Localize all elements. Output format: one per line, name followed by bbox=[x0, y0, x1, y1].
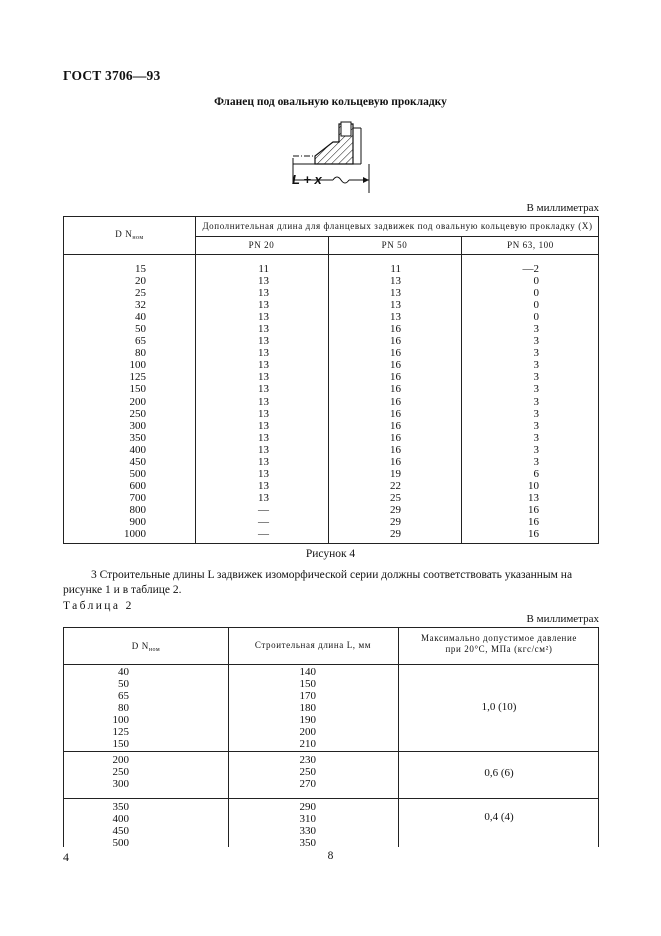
table1-col-pn20-cell: 13 bbox=[258, 395, 269, 408]
table1-col-dn-cell: 300 bbox=[129, 419, 146, 432]
document-code: ГОСТ 3706—93 bbox=[63, 68, 161, 83]
table1-col-pn63-100-cell: 0 bbox=[533, 287, 539, 300]
table1-col-pn50-cell: 16 bbox=[390, 443, 401, 456]
table1-col-pn50-cell: 16 bbox=[390, 347, 401, 360]
table1-col-pn63-100-cell: 6 bbox=[533, 467, 539, 480]
table1-col-pn50 bbox=[328, 263, 401, 540]
paragraph bbox=[63, 568, 603, 598]
table1-col-pn50-cell: 29 bbox=[390, 528, 401, 541]
table1-col-pn63-100-cell: 3 bbox=[533, 419, 539, 432]
table2-group2-dn-cell: 200 bbox=[112, 754, 129, 766]
table1-col-pn63-100-cell: 3 bbox=[533, 359, 539, 372]
table1-units: В миллиметрах bbox=[526, 202, 599, 214]
table1-col-dn-cell: 40 bbox=[135, 311, 146, 324]
table2-group2-dn-cell: 250 bbox=[112, 766, 129, 779]
table1-col-pn63-100-cell: 0 bbox=[533, 311, 539, 324]
figure-caption: Рисунок 4 bbox=[305, 548, 356, 560]
table1-col-dn-cell: 600 bbox=[129, 479, 146, 492]
table1-col-dn-cell: 800 bbox=[129, 503, 146, 516]
table2-header-pressure: Максимально допустимое давление при 20°С, МПа (кгс/см²) bbox=[421, 633, 577, 654]
table1-header-dn: D $N_{ном}$ bbox=[115, 229, 144, 241]
table1-col-pn20-cell: — bbox=[258, 515, 269, 528]
table1-col-pn20-cell: 13 bbox=[258, 443, 269, 456]
table2-group2-pressure: 0,6 (6) bbox=[484, 767, 514, 779]
table1-col-pn50-cell: 16 bbox=[390, 431, 401, 444]
paragraph-line-2: рисунке 1 и в таблице 2. bbox=[63, 584, 182, 596]
table1-col-pn50-cell: 29 bbox=[390, 515, 401, 528]
table2-group3-dn bbox=[64, 801, 129, 849]
paragraph-line-1: 3 Строительные длины L задвижек изоморфической серии должны соответствовать указанным на bbox=[91, 569, 573, 581]
table1-col-pn63-100-cell: 16 bbox=[528, 503, 539, 516]
table1-col-dn-cell: 350 bbox=[129, 431, 146, 444]
table1-col-pn20-cell: — bbox=[258, 503, 269, 516]
table2-group1-dn bbox=[64, 666, 129, 750]
table1-col-pn63-100-cell: 16 bbox=[528, 515, 539, 528]
table2-group1-length bbox=[228, 666, 316, 750]
table1-col-dn-cell: 15 bbox=[135, 263, 146, 275]
table2-group2-length-cell: 270 bbox=[299, 778, 316, 791]
page-number-center: 8 bbox=[327, 850, 334, 862]
table1-col-dn-cell: 1000 bbox=[124, 528, 146, 541]
table1-col-pn50-cell: 13 bbox=[390, 299, 401, 312]
table1-col-pn20-cell: 13 bbox=[258, 407, 269, 420]
table2-group2-dn-cell: 300 bbox=[112, 778, 129, 791]
table1-col-pn50-cell: 16 bbox=[390, 371, 401, 384]
table1-col-dn-cell: 50 bbox=[135, 323, 146, 336]
table1-header-pn63-100: PN 63, 100 bbox=[507, 240, 554, 250]
table1-col-dn-cell: 450 bbox=[129, 455, 146, 468]
table1-col-dn-cell: 65 bbox=[135, 335, 146, 348]
table1-col-pn50-cell: 16 bbox=[390, 395, 401, 408]
table1-col-dn-cell: 125 bbox=[129, 371, 146, 384]
table1-col-pn50-cell: 16 bbox=[390, 407, 401, 420]
table1-header-group: Дополнительная длина для фланцевых задвижек под овальную кольцевую прокладку (X) bbox=[202, 221, 593, 231]
table2-label: Таблица 2 bbox=[63, 600, 134, 612]
table1-col-pn63-100-cell: 3 bbox=[533, 395, 539, 408]
centerline bbox=[293, 156, 315, 164]
table1-col-pn63-100-cell: 3 bbox=[533, 431, 539, 444]
table2-group3-length-cell: 330 bbox=[299, 825, 316, 838]
table1-col-dn-cell: 700 bbox=[129, 491, 146, 504]
table1-col-pn20-cell: 13 bbox=[258, 371, 269, 384]
table1-col-pn20-cell: 13 bbox=[258, 431, 269, 444]
table1-col-dn-cell: 32 bbox=[135, 299, 146, 312]
table2-header-dn: D $N_{ном}$ bbox=[131, 641, 161, 653]
table1-col-pn63-100-cell: 0 bbox=[533, 299, 539, 312]
table2 bbox=[63, 627, 599, 850]
table2-group1-length-cell: 200 bbox=[299, 726, 316, 739]
table1-col-dn-cell: 25 bbox=[135, 287, 146, 300]
table1-col-pn63-100-cell: 10 bbox=[528, 479, 539, 492]
table1-col-pn20-cell: 13 bbox=[258, 347, 269, 360]
table1-col-pn63-100 bbox=[461, 263, 539, 540]
table1-col-pn50-cell: 13 bbox=[390, 287, 401, 300]
table1-col-dn-cell: 900 bbox=[129, 515, 146, 528]
page-number-left: 4 bbox=[63, 850, 69, 864]
table1-col-pn20-cell: 13 bbox=[258, 383, 269, 396]
table1-col-pn50-cell: 25 bbox=[390, 491, 401, 504]
table1-col-pn63-100-cell: 3 bbox=[533, 455, 539, 468]
table2-group1-dn-cell: 125 bbox=[112, 726, 129, 739]
table1-col-pn50-cell: 16 bbox=[390, 383, 401, 396]
table2-group3-length-cell: 350 bbox=[299, 837, 316, 850]
table2-group3-length bbox=[228, 801, 316, 849]
table1-col-pn20-cell: 13 bbox=[258, 359, 269, 372]
table1-col-dn-cell: 250 bbox=[129, 407, 146, 420]
table2-group1-dn-cell: 40 bbox=[118, 666, 129, 678]
table2-group1-dn-cell: 65 bbox=[118, 690, 129, 703]
table1-col-pn20 bbox=[195, 263, 269, 540]
table1-col-dn-cell: 100 bbox=[129, 359, 146, 372]
table2-group1-length-cell: 190 bbox=[299, 714, 316, 727]
table1-col-dn-cell: 200 bbox=[129, 395, 146, 408]
table1-col-pn50-cell: 16 bbox=[390, 323, 401, 336]
table1-header-pn20: PN 20 bbox=[248, 240, 275, 250]
table2-group3-dn-cell: 500 bbox=[112, 837, 129, 850]
table1-col-pn63-100-cell: 3 bbox=[533, 347, 539, 360]
table1-col-pn20-cell: 13 bbox=[258, 491, 269, 504]
table2-group2-length-cell: 230 bbox=[299, 754, 316, 766]
table1-col-pn50-cell: 13 bbox=[390, 275, 401, 288]
table1-col-pn63-100-cell: 3 bbox=[533, 443, 539, 456]
table1-col-pn63-100-cell: 3 bbox=[533, 371, 539, 384]
table2-group3-dn-cell: 350 bbox=[112, 801, 129, 813]
table2-group1-dn-cell: 50 bbox=[118, 678, 129, 691]
table1-col-pn20-cell: 13 bbox=[258, 455, 269, 468]
table1-col-pn50-cell: 16 bbox=[390, 455, 401, 468]
table1-col-pn50-cell: 22 bbox=[390, 479, 401, 492]
table1-col-dn-cell: 20 bbox=[135, 275, 146, 288]
table1-col-dn-cell: 500 bbox=[129, 467, 146, 480]
table2-group3-dn-cell: 450 bbox=[112, 825, 129, 838]
table1-col-pn50-cell: 29 bbox=[390, 503, 401, 516]
table1-col-pn50-cell: 19 bbox=[390, 467, 401, 480]
table1-col-pn50-cell: 13 bbox=[390, 311, 401, 324]
table1-col-pn63-100-cell: 3 bbox=[533, 407, 539, 420]
table1-col-pn50-cell: 11 bbox=[390, 263, 401, 275]
figure-title: Фланец под овальную кольцевую прокладку bbox=[214, 96, 447, 108]
table2-group1-pressure: 1,0 (10) bbox=[481, 701, 517, 713]
table1-col-pn63-100-cell: 3 bbox=[533, 323, 539, 336]
table1-col-pn20-cell: 13 bbox=[258, 323, 269, 336]
dimension-label: L + x bbox=[292, 172, 322, 187]
table1-col-pn63-100-cell: 13 bbox=[528, 491, 539, 504]
table1-col-pn20-cell: 13 bbox=[258, 479, 269, 492]
table2-group1-length-cell: 210 bbox=[299, 738, 316, 751]
table1-col-pn50-cell: 16 bbox=[390, 359, 401, 372]
table1-col-pn50-cell: 16 bbox=[390, 419, 401, 432]
table1-col-dn-cell: 150 bbox=[129, 383, 146, 396]
table1-col-dn bbox=[64, 263, 146, 540]
table1-col-pn50-cell: 16 bbox=[390, 335, 401, 348]
table1-col-pn20-cell: 11 bbox=[258, 263, 269, 275]
table2-group1-dn-cell: 100 bbox=[112, 714, 129, 727]
table1-col-pn20-cell: 13 bbox=[258, 467, 269, 480]
table1-col-pn20-cell: 13 bbox=[258, 287, 269, 300]
table2-group2-length-cell: 250 bbox=[299, 766, 316, 779]
table2-group3-length-cell: 290 bbox=[299, 801, 316, 813]
table1-col-pn63-100-cell: —2 bbox=[522, 263, 539, 275]
table1-col-pn20-cell: 13 bbox=[258, 419, 269, 432]
table2-group1-length-cell: 170 bbox=[299, 690, 316, 703]
table1-col-pn20-cell: 13 bbox=[258, 299, 269, 312]
table2-group1-length-cell: 150 bbox=[299, 678, 316, 691]
table1-header-pn50: PN 50 bbox=[381, 240, 408, 250]
table1-col-pn63-100-cell: 16 bbox=[528, 528, 539, 541]
table1-col-pn63-100-cell: 3 bbox=[533, 383, 539, 396]
table2-group3-dn-cell: 400 bbox=[112, 813, 129, 826]
flange-body bbox=[315, 122, 361, 164]
table1-col-pn20-cell: 13 bbox=[258, 335, 269, 348]
table2-group1-dn-cell: 80 bbox=[118, 702, 129, 715]
table1-col-pn63-100-cell: 0 bbox=[533, 275, 539, 288]
table1 bbox=[63, 216, 599, 544]
table1-col-pn20-cell: — bbox=[258, 528, 269, 541]
table1-col-pn20-cell: 13 bbox=[258, 311, 269, 324]
table2-group3-pressure: 0,4 (4) bbox=[484, 811, 514, 823]
table1-col-dn-cell: 80 bbox=[135, 347, 146, 360]
table2-group2-length bbox=[228, 754, 316, 790]
table1-col-pn20-cell: 13 bbox=[258, 275, 269, 288]
table2-group1-dn-cell: 150 bbox=[112, 738, 129, 751]
table2-group1-length-cell: 180 bbox=[299, 702, 316, 715]
table2-header-length: Строительная длина L, мм bbox=[254, 640, 372, 650]
table2-group3-length-cell: 310 bbox=[299, 813, 316, 826]
table2-units: В миллиметрах bbox=[526, 613, 599, 625]
table1-col-pn63-100-cell: 3 bbox=[533, 335, 539, 348]
table1-col-dn-cell: 400 bbox=[129, 443, 146, 456]
table2-group1-length-cell: 140 bbox=[299, 666, 316, 678]
table2-group2-dn bbox=[64, 754, 129, 790]
